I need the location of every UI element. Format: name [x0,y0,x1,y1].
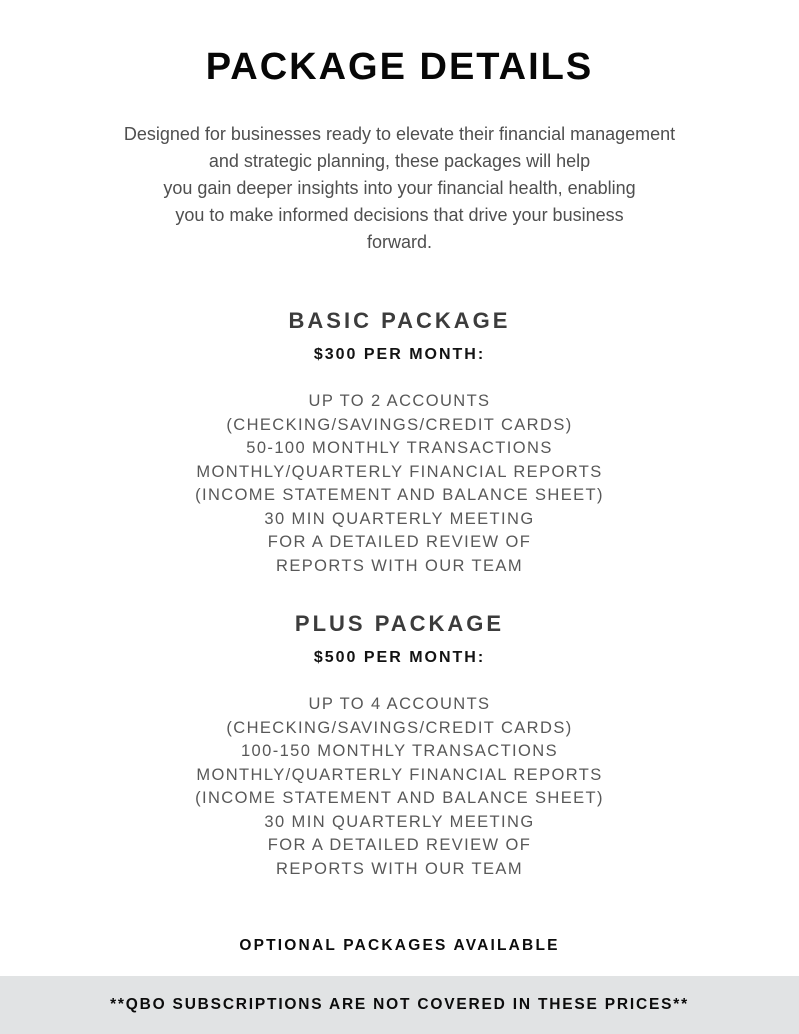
package-section-plus [195,578,604,881]
text-line: (INCOME STATEMENT AND BALANCE SHEET) [195,486,604,504]
optional-packages-note: OPTIONAL PACKAGES AVAILABLE [239,937,560,954]
text-line: REPORTS WITH OUR TEAM [276,859,523,878]
package-price-plus: $500 PER MONTH: [313,649,486,666]
text-line: 30 MIN QUARTERLY MEETING [264,509,535,528]
page-title: PACKAGE DETAILS [205,46,594,88]
package-name-plus: PLUS PACKAGE [294,611,505,636]
text-line: MONTHLY/QUARTERLY FINANCIAL REPORTS [196,765,603,784]
text-line: 30 MIN QUARTERLY MEETING [264,812,535,831]
text-line: 50-100 MONTHLY TRANSACTIONS [246,439,553,457]
text-line: forward. [366,232,432,252]
text-line: you gain deeper insights into your financial health, enabling [163,178,636,198]
package-features-plus [195,693,604,881]
text-line: 100-150 MONTHLY TRANSACTIONS [240,742,559,760]
text-line: REPORTS WITH OUR TEAM [276,556,523,575]
text-line: UP TO 2 ACCOUNTS [308,392,491,410]
package-features-basic [195,390,604,578]
text-line: MONTHLY/QUARTERLY FINANCIAL REPORTS [196,462,603,481]
text-line: UP TO 4 ACCOUNTS [308,695,491,713]
text-line: and strategic planning, these packages will help [208,151,591,171]
text-line: (CHECKING/SAVINGS/CREDIT CARDS) [226,718,573,737]
package-price-basic: $300 PER MONTH: [313,346,486,363]
text-line: (CHECKING/SAVINGS/CREDIT CARDS) [226,415,573,434]
text-line: FOR A DETAILED REVIEW OF [267,836,532,854]
intro-paragraph [124,121,675,256]
text-line: (INCOME STATEMENT AND BALANCE SHEET) [195,789,604,807]
package-section-basic [195,256,604,578]
qbo-note-band [0,976,799,1034]
text-line: Designed for businesses ready to elevate their financial management [123,124,676,144]
text-line: FOR A DETAILED REVIEW OF [267,533,532,551]
package-name-basic: BASIC PACKAGE [288,308,511,333]
qbo-subscriptions-note: **QBO SUBSCRIPTIONS ARE NOT COVERED IN THESE PRICES** [110,996,689,1013]
text-line: you to make informed decisions that drive your business [175,205,624,225]
